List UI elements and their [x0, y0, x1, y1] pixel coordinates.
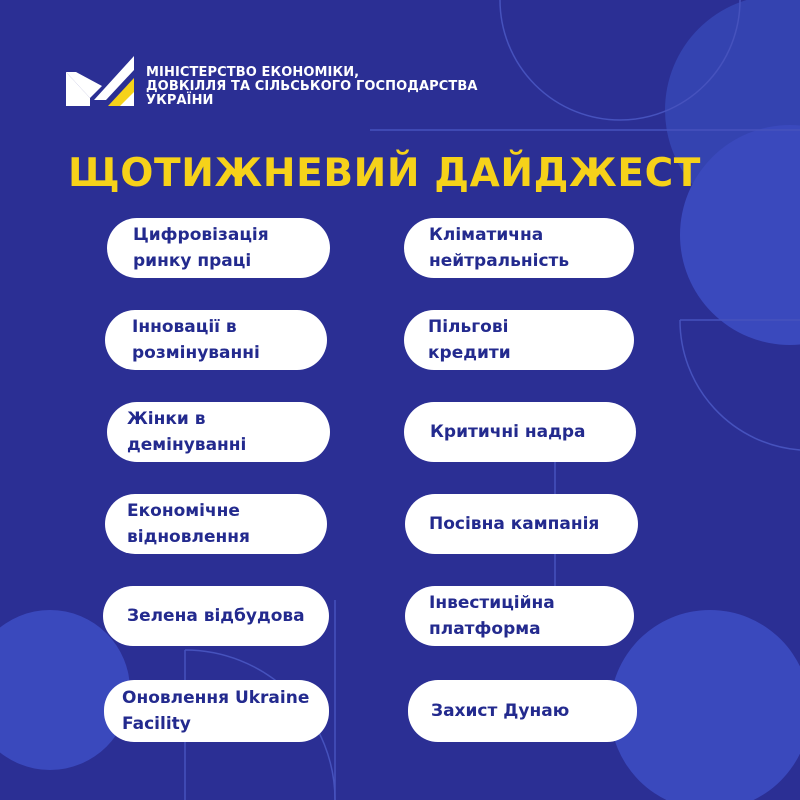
- topic-label: Жінки в демінуванні: [127, 409, 247, 455]
- bg-circle-bottom-right: [610, 610, 800, 800]
- topic-pill-climate-neutrality[interactable]: [404, 218, 634, 278]
- topic-pill-digital-labor[interactable]: [107, 218, 330, 278]
- topic-label: Оновлення Ukraine Facility: [122, 688, 310, 734]
- topic-pill-danube-protection[interactable]: [408, 680, 637, 742]
- topic-label: Пільгові кредити: [428, 317, 511, 363]
- topic-label: Посівна кампанія: [429, 514, 600, 534]
- ministry-name-line: МІНІСТЕРСТВО ЕКОНОМІКИ,: [146, 65, 360, 80]
- topic-pill-sowing-campaign[interactable]: [405, 494, 638, 554]
- topic-pill-demining-innovation[interactable]: [105, 310, 327, 370]
- topic-label: Кліматична нейтральність: [429, 225, 570, 271]
- topic-label: Критичні надра: [430, 422, 586, 442]
- topic-label: Зелена відбудова: [127, 606, 305, 626]
- page-title: ЩОТИЖНЕВИЙ ДАЙДЖЕСТ: [68, 151, 702, 196]
- topic-label: Цифровізація ринку праці: [133, 225, 269, 271]
- topic-pill-green-reconstruction[interactable]: [103, 586, 329, 646]
- topic-pill-ukraine-facility[interactable]: [104, 680, 329, 742]
- topic-label: Економічне відновлення: [127, 501, 250, 547]
- ministry-name-line: ДОВКІЛЛЯ ТА СІЛЬСЬКОГО ГОСПОДАРСТВА: [146, 79, 478, 94]
- topic-pill-women-demining[interactable]: [107, 402, 330, 462]
- ministry-name-line: УКРАЇНИ: [146, 93, 214, 108]
- topic-pill-economic-recovery[interactable]: [105, 494, 327, 554]
- topic-label: Інвестиційна платформа: [429, 593, 555, 639]
- topic-pill-preferential-loans[interactable]: [404, 310, 634, 370]
- topic-label: Захист Дунаю: [431, 701, 570, 721]
- topic-label: Інновації в розмінуванні: [132, 317, 260, 363]
- topic-pill-investment-platform[interactable]: [405, 586, 634, 646]
- ministry-logo-icon: [64, 50, 140, 110]
- topic-pill-critical-minerals[interactable]: [404, 402, 636, 462]
- ministry-name: [146, 65, 478, 108]
